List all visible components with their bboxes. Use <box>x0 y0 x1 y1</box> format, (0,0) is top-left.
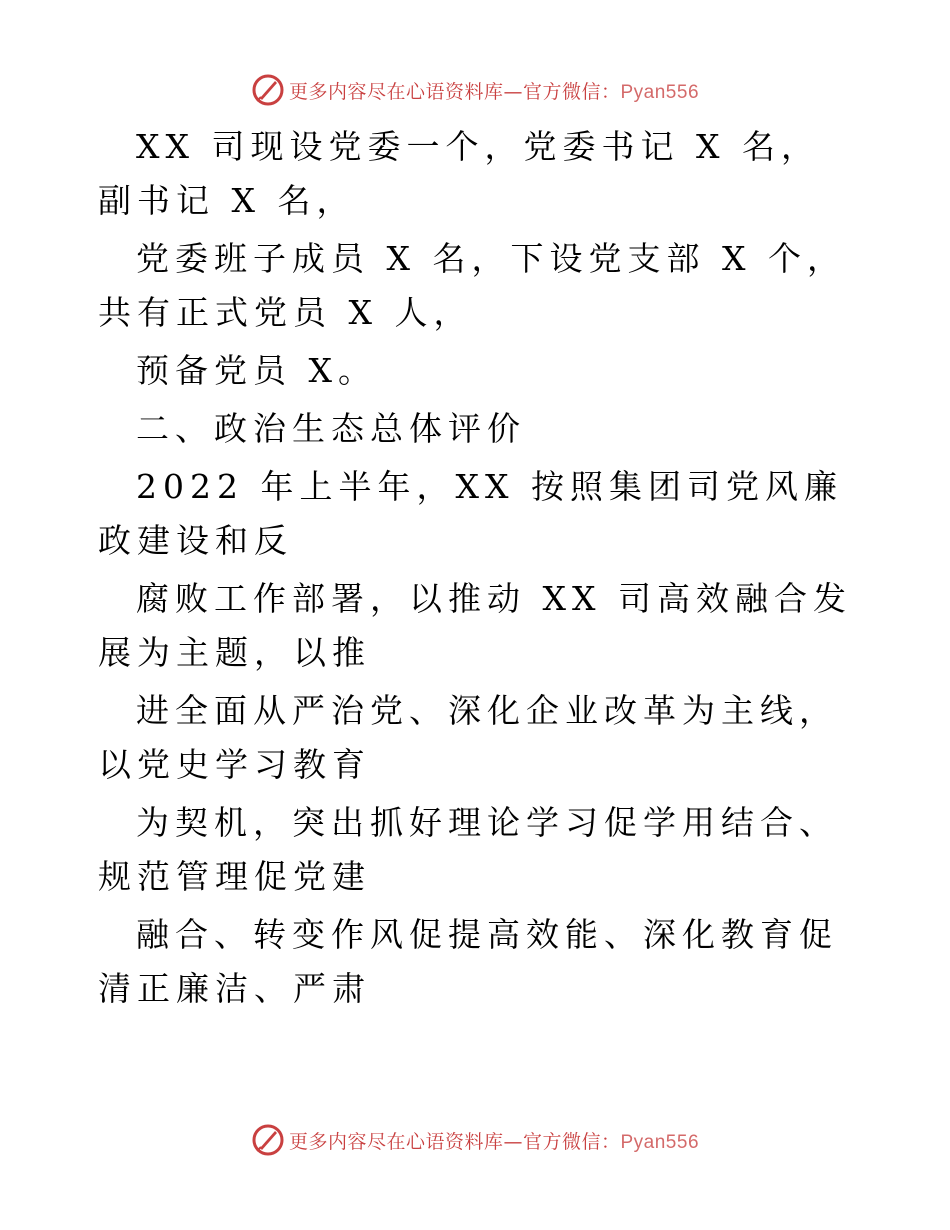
watermark-text <box>289 1127 699 1154</box>
watermark-handle: Pyan556 <box>620 1131 700 1153</box>
paragraph-5: 2022 年上半年，XX 按照集团司党风廉政建设和反 <box>98 467 843 560</box>
paragraph-2: 党委班子成员 X 名，下设党支部 X 个，共有正式党员 X 人， <box>98 239 846 332</box>
paragraph-6: 腐败工作部署，以推动 XX 司高效融合发展为主题，以推 <box>98 579 852 672</box>
watermark-text <box>289 77 699 104</box>
watermark-dash: — <box>503 1130 523 1153</box>
document-body <box>98 120 854 1016</box>
header-watermark <box>0 70 950 110</box>
watermark-handle: Pyan556 <box>620 81 700 103</box>
feather-pen-logo-icon <box>251 73 285 107</box>
paragraph-7: 进全面从严治党、深化企业改革为主线，以党史学习教育 <box>98 691 838 784</box>
watermark-site-text: 更多内容尽在心语资料库 <box>288 80 504 103</box>
footer-watermark <box>0 1120 950 1160</box>
paragraph-3: 预备党员 X。 <box>136 351 377 390</box>
paragraph-9: 融合、转变作风促提高效能、深化教育促清正廉洁、严肃 <box>98 915 838 1008</box>
feather-pen-logo-icon <box>251 1123 285 1157</box>
paragraph-1: XX 司现设党委一个，党委书记 X 名，副书记 X 名， <box>98 127 820 220</box>
paragraph-8: 为契机，突出抓好理论学习促学用结合、规范管理促党建 <box>98 803 838 896</box>
watermark-wechat-label: 官方微信： <box>522 1130 621 1153</box>
section-heading: 二、政治生态总体评价 <box>136 409 526 448</box>
watermark-site-text: 更多内容尽在心语资料库 <box>288 1130 504 1153</box>
watermark-wechat-label: 官方微信： <box>522 80 621 103</box>
watermark-dash: — <box>503 80 523 103</box>
